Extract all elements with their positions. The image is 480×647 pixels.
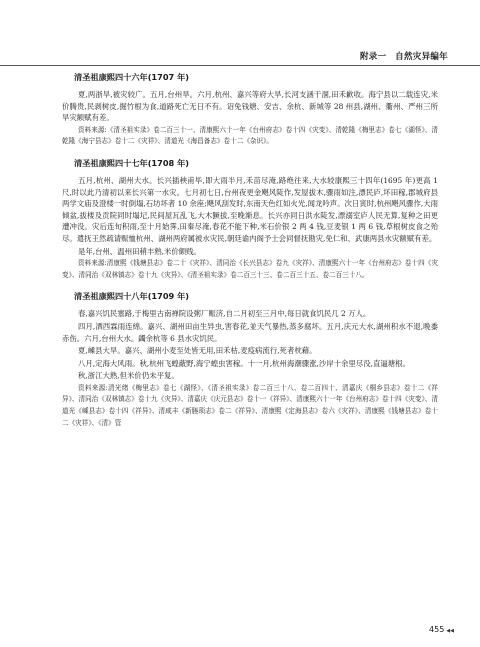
body-paragraph: 八月,定海大风雨。秋,杭州飞蝗蔽野,海宁蝗虫害稼。十一月,杭州海潮骤涨,沙岸十余里尽没,直逼塘根。 bbox=[78, 358, 410, 368]
body-paragraph: 五月,杭州、湖州大水。长兴插秧甫毕,即大雨半月,禾苗尽淹,路绝往来,大水较康熙三十四年(1695 年)更高 1 尺,时以此乃清初以来长兴第一水灾。七月初七日,台州夜更金飓风陡作,发屋拔木,骤雨如注,漂民庐,坏田稼,郡城府县两学文庙及澄楼一时倒塌,石坊坏者 10 余座;飓风刮发时,东南天色红如火光,闻龙吟声。次日寅时,杭州飓风骤作,大雨倾盆,拔楼及贡院同时塌圮,民间屋瓦乱飞,大木獗拔,至晚渐息。长兴亦同日洪水陡发,漂溺室庐人民无算,复种之田更遭冲没。灾后连旬积雨,至十月始霁,田秦尽淹,春花不能下种,米石价银 2 两 4 钱,豆麦银 1 两 6 钱,草根树皮食之殆尽。遣抚王然疏请赈恤杭州、湖州两府属被水灾民,朝廷谕内阁予士会同督抚勘灾,免仁和、武康两县水灾额赋有差。 bbox=[62, 175, 438, 243]
body-paragraph: 四月,洒西霖雨连绵。嘉兴、湖州田亩生异虫,害春花,並天气暴热,蒸多腐坏。五月,庆元大水,湖州积水不退,晚黍赤伤。六月,台州大水。蠲余杭等 6 县水灾饥民。 bbox=[62, 321, 438, 343]
body-paragraph: 春,嘉兴饥民塞路,于梅里古南禅院设粥厂赈济,自二月初至三月中,每日就食饥民几 2 万人。 bbox=[78, 309, 371, 319]
body-paragraph: 秋,浙江大熟,但米价仍未平复。 bbox=[78, 371, 179, 381]
page-marker-icon: ◀◀ bbox=[446, 628, 454, 634]
year-section-1708 bbox=[62, 158, 438, 281]
page-number-text: 455 bbox=[429, 625, 445, 634]
section-heading: 清圣祖康熙四十八年(1709 年) bbox=[74, 291, 189, 302]
running-head: 附录一 自然灾异编年 bbox=[359, 52, 448, 62]
source-note: 资料来源:清康熙《钱塘县志》卷二十《灾祥》、清同治《长兴县志》卷九《灾祥》、清康熙六十一年《台州府志》卷十四《灾变》、清同治《双林镇志》卷十九《灾异》、《清圣祖实录》卷二百三十三、卷二百三十五、卷二百三十八。 bbox=[62, 259, 438, 279]
section-heading: 清圣祖康熙四十六年(1707 年) bbox=[74, 72, 189, 82]
body-paragraph: 夏,嵊县大旱。嘉兴、湖州小麦至处皆无用,田禾枯,麦疫病流行,死者枕藉。 bbox=[78, 346, 317, 356]
year-section-1709 bbox=[62, 291, 438, 429]
source-note: 资料来源:清光绪《梅里志》卷七《湖怪》、《清圣祖实录》卷二百三十八、卷二百四十、清嘉庆《桐乡县志》卷十二《祥异》、清同治《双林镇志》卷十九《灾异》、清嘉庆《庆元县志》卷十一《祥异》、清康熙六十一年《台州府志》卷十四《灾变》、清道光《嵊县志》卷十四《祥异》、清咸丰《新塍琐志》卷二《祥异》、清康熙《定海县志》卷六《灾祥》、清康熙《钱塘县志》卷十二《灾祥》、《清》管 bbox=[62, 383, 438, 427]
body-paragraph: 是年,台州、温州田稍丰熟,米价颇贱。 bbox=[78, 246, 201, 256]
section-heading: 清圣祖康熙四十七年(1708 年) bbox=[74, 157, 189, 168]
page-number bbox=[429, 625, 454, 634]
source-note: 资料来源:《清圣祖实录》卷二百三十一、清康熙六十一年《台州府志》卷十四《灾变》、清乾隆《梅里志》卷七《湖怪》、清乾隆《海宁县志》卷十二《灾祥》、清道光《海昌备志》卷十二《杂识》。 bbox=[62, 125, 438, 146]
page-body bbox=[62, 72, 438, 439]
year-section-1707 bbox=[62, 72, 438, 148]
header-rule bbox=[0, 65, 480, 66]
body-paragraph: 夏,两浙旱,被灾较广。五月,台州旱。六月,杭州、嘉兴等府大旱,长河支涵干涸,田禾歉收。海宁县以二载连灾,米价腾贵,民剥树皮,掘竹根为食,道路死亡无日不有。诏免钱塘、安吉、余杭、新城等 28 州县,湖州、衢州、严州三所旱灾额赋有差。 bbox=[62, 90, 438, 123]
